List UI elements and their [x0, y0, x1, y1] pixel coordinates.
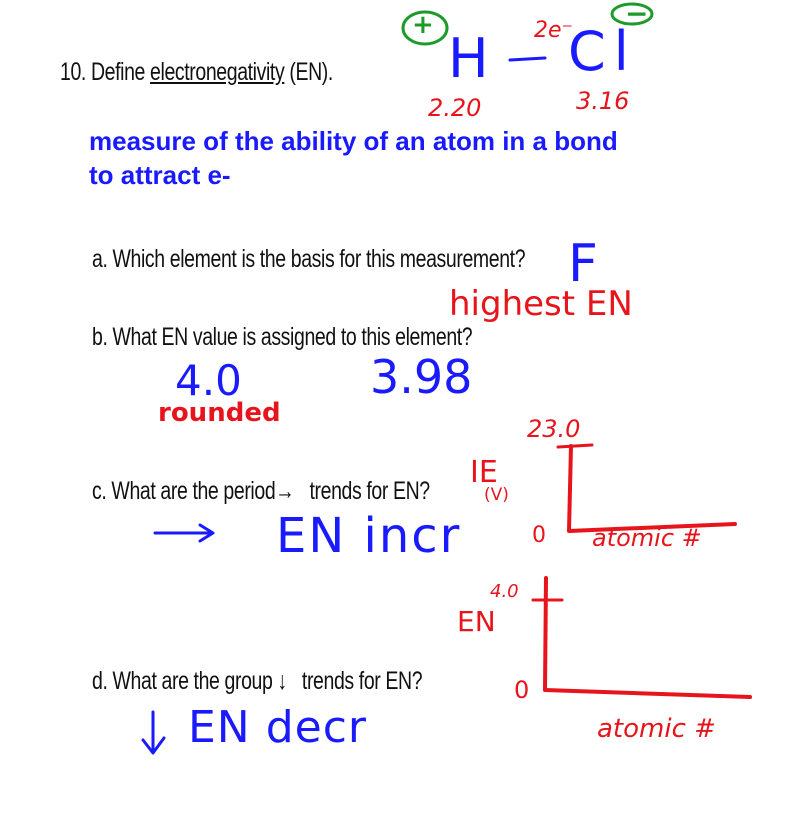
part-b-text: What EN value is assigned to this element? — [112, 323, 473, 351]
question-suffix: (EN). — [289, 58, 333, 86]
part-d-text-before: What are the group — [112, 667, 273, 695]
graph-c-y-tick — [558, 445, 592, 447]
graph-c-origin: 0 — [532, 523, 546, 548]
h-symbol: H — [448, 27, 489, 90]
graph-c-y-sublabel: (V) — [484, 485, 509, 505]
part-a-label: a. — [92, 245, 108, 273]
graph-d-origin: 0 — [514, 676, 530, 704]
part-a-text: Which element is the basis for this measurement? — [112, 245, 526, 273]
part-b-answer-rounded: 4.0 — [175, 356, 242, 405]
part-c-right-arrow-icon — [155, 525, 213, 541]
question-term: electronegativity — [150, 58, 285, 86]
part-b-rounded-note: rounded — [158, 398, 281, 428]
cl-partial-charge: − — [625, 0, 649, 30]
part-d-label: d. — [92, 667, 108, 695]
part-c-text-before: What are the period — [111, 477, 276, 505]
h-partial-charge: + — [412, 10, 434, 40]
part-b-label: b. — [92, 323, 108, 351]
cl-charge-circle — [612, 4, 652, 24]
graph-c-y-label: IE — [470, 455, 498, 490]
part-d-text-after: trends for EN? — [301, 667, 423, 695]
graph-d-y-max: 4.0 — [490, 581, 519, 602]
part-a-answer: F — [568, 234, 598, 294]
part-c-label: c. — [92, 477, 107, 505]
part-d-answer: EN decr — [188, 702, 367, 753]
cl-en-value: 3.16 — [576, 87, 630, 115]
graph-d-axes — [545, 578, 750, 697]
graph-c-x-label: atomic # — [592, 524, 702, 552]
shared-electrons: 2e⁻ — [534, 18, 574, 43]
definition-line-2: to attract e- — [89, 160, 231, 190]
graph-c-y-max: 23.0 — [527, 415, 581, 443]
part-d-down-arrow-icon — [143, 712, 164, 753]
cl-symbol: Cl — [568, 20, 637, 83]
question-prefix: Define — [90, 58, 146, 86]
part-c-answer: EN incr — [276, 508, 462, 564]
graph-c-axes — [569, 446, 735, 531]
h-en-value: 2.20 — [428, 94, 482, 122]
group-arrow-icon: ↓ — [277, 667, 287, 695]
part-c-text-after: trends for EN? — [309, 477, 430, 505]
part-b-answer-exact: 3.98 — [370, 350, 473, 404]
question-number: 10. — [60, 58, 86, 86]
period-arrow-icon: → — [275, 477, 295, 505]
definition-line-1: measure of the ability of an atom in a bond — [89, 126, 618, 156]
hcl-bond-line — [510, 58, 545, 60]
graph-d-x-label: atomic # — [597, 714, 716, 744]
graph-d-y-label: EN — [457, 605, 496, 638]
part-a-note: highest EN — [449, 284, 633, 324]
h-charge-circle — [403, 12, 447, 44]
